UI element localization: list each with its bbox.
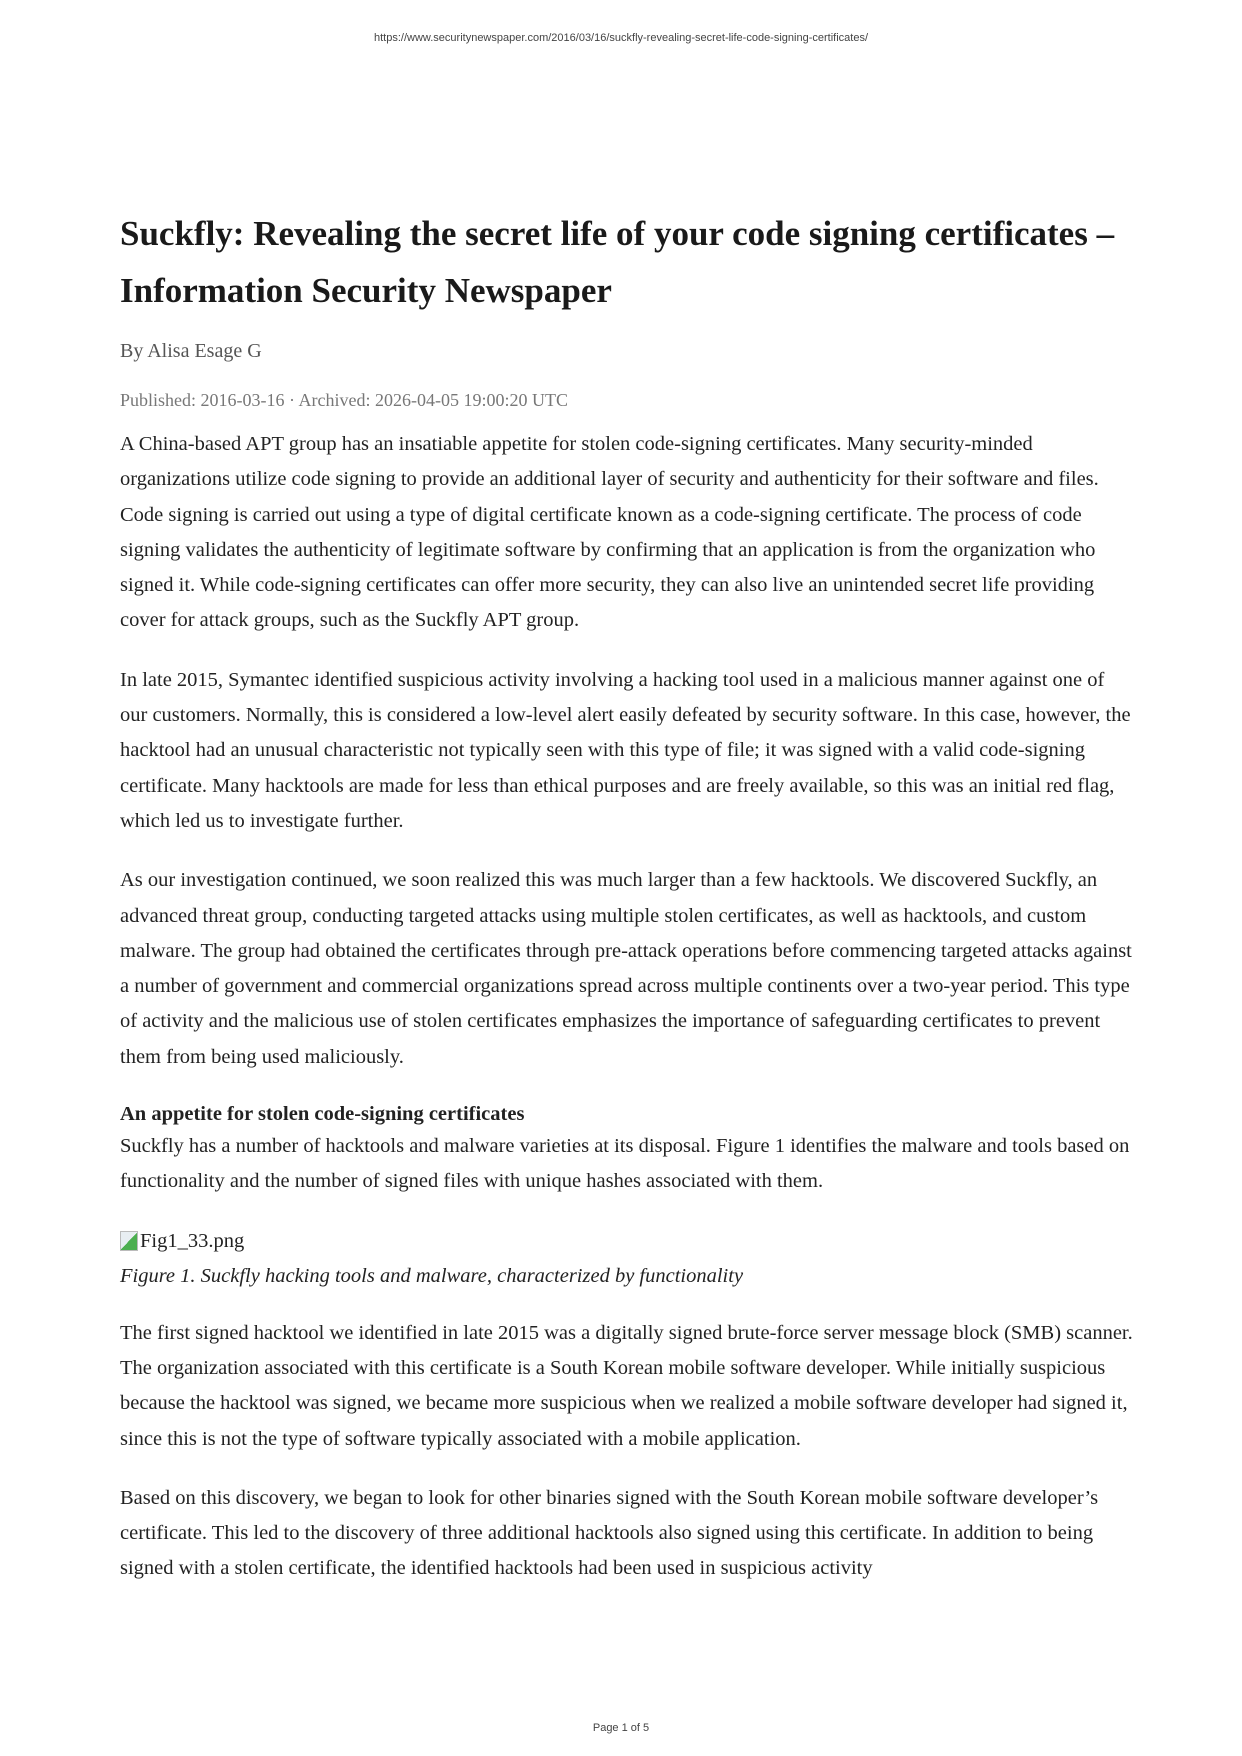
page-number: Page 1 of 5 [592,1722,650,1734]
broken-image-icon [120,1231,138,1251]
byline: By Alisa Esage G [120,340,262,362]
publish-info: Published: 2016-03-16 · Archived: 2026-04-05 19:00:20 UTC [120,390,568,410]
figure-image [120,1224,1136,1259]
paragraph: A China-based APT group has an insatiable appetite for stolen code-signing certificates. Many security-minded organizations utilize code signing to provide an additional layer of security and authenticity for their software and files. Code signing is carried out using a type of digital certificate known as a code-signing certificate. The process of code signing validates the authenticity of legitimate software by confirming that an application is from the organization who signed it. While code-signing certificates can offer more security, they can also live an unintended secret life providing cover for attack groups, such as the Suckfly APT group. [120,433,1099,632]
paragraph: As our investigation continued, we soon realized this was much larger than a few hacktools. We discovered Suckfly, an advanced threat group, conducting targeted attacks using multiple stolen certificates, as well as hacktools, and custom malware. The group had obtained the certificates through pre-attack operations before commencing targeted attacks against a number of government and commercial organizations spread across multiple continents over a two-year period. This type of activity and the malicious use of stolen certificates emphasizes the importance of safeguarding certificates to prevent them from being used maliciously. [120,869,1132,1068]
paragraph: Based on this discovery, we began to look for other binaries signed with the South Korean mobile software developer’s certificate. This led to the discovery of three additional hacktools also signed using this certificate. In addition to being signed with a stolen certificate, the identified hacktools had been used in suspicious activity [120,1486,1099,1580]
page-url: https://www.securitynewspaper.com/2016/03/16/suckfly-revealing-secret-life-code-signing-certificates/ [374,32,868,44]
paragraph: The first signed hacktool we identified in late 2015 was a digitally signed brute-force server message block (SMB) scanner. The organization associated with this certificate is a South Korean mobile software developer. While initially suspicious because the hacktool was signed, we became more suspicious when we realized a mobile software developer had signed it, since this is not the type of software typically associated with a mobile application. [120,1321,1133,1450]
figure-alt-text: Fig1_33.png [140,1229,245,1252]
figure-caption: Figure 1. Suckfly hacking tools and malware, characterized by functionality [120,1264,744,1287]
article-title: Suckfly: Revealing the secret life of your code signing certificates – Information Security Newspaper [120,214,1115,310]
paragraph: In late 2015, Symantec identified suspicious activity involving a hacking tool used in a malicious manner against one of our customers. Normally, this is considered a low-level alert easily defeated by security software. In this case, however, the hacktool had an unusual characteristic not typically seen with this type of file; it was signed with a valid code-signing certificate. Many hacktools are made for less than ethical purposes and are freely available, so this was an initial red flag, which led us to investigate further. [120,668,1131,832]
section-heading: An appetite for stolen code-signing certificates [120,1103,525,1126]
article [120,205,1136,1611]
paragraph: Suckfly has a number of hacktools and malware varieties at its disposal. Figure 1 identifies the malware and tools based on functionality and the number of signed files with unique hashes associated with them. [120,1135,1130,1193]
